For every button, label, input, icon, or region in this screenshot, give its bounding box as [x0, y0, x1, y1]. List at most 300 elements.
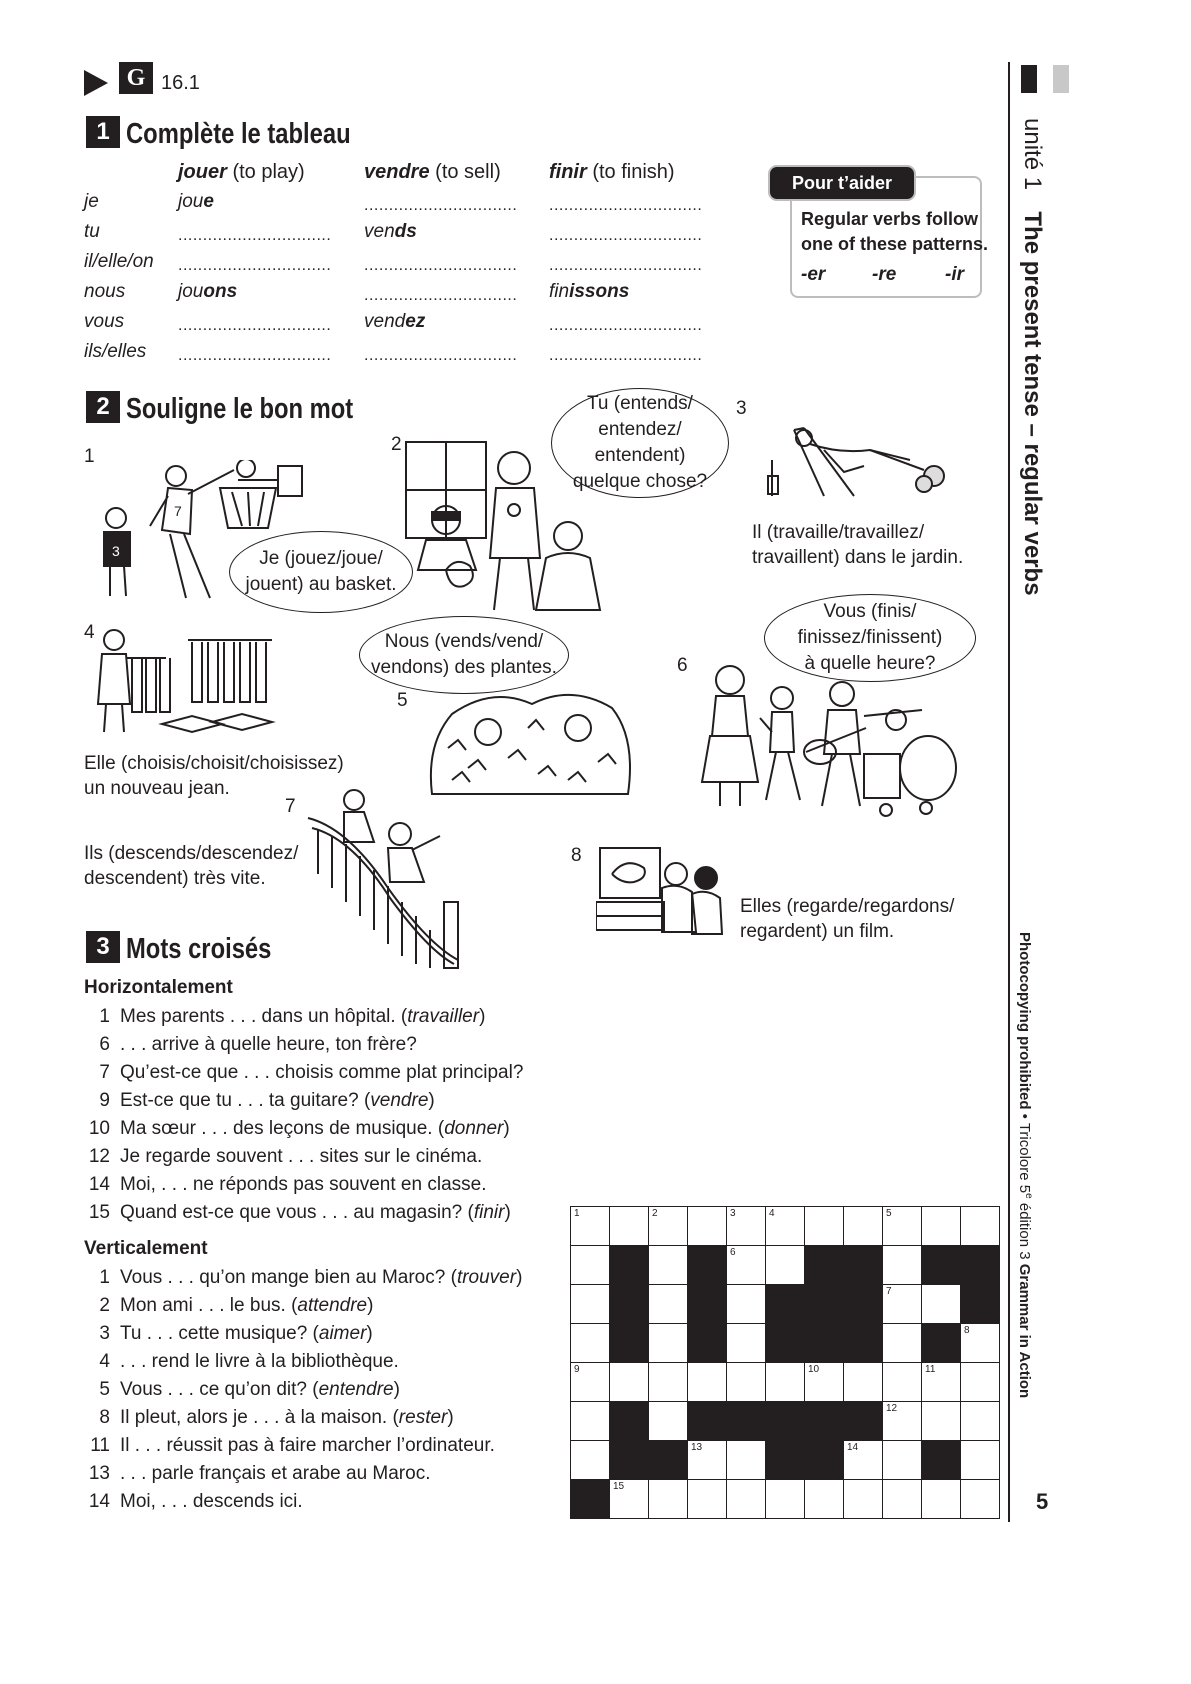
clue-text: [120, 1006, 485, 1028]
unit-heading: [1018, 118, 1046, 596]
clue-hint: donner: [444, 1118, 504, 1139]
clue-body: Qu’est-ce que . . . choisis comme plat principal?: [120, 1062, 524, 1083]
answer-cell[interactable]: [922, 1480, 961, 1519]
answer-cell[interactable]: [961, 1480, 1000, 1519]
answer-cell[interactable]: [844, 1363, 883, 1402]
down-clue: [84, 1323, 544, 1349]
clue-body: . . . arrive à quelle heure, ton frère?: [120, 1034, 417, 1055]
clue-number: 15: [88, 1202, 110, 1223]
table-header-2: [549, 161, 675, 184]
across-clue: [84, 1034, 544, 1060]
clue-close: ): [479, 1006, 486, 1027]
plants-illustration: [428, 688, 634, 798]
picture-3-number: 3: [736, 398, 747, 419]
sidebar-marker-dark: [1021, 65, 1037, 93]
answer-cell[interactable]: [727, 1363, 766, 1402]
picture-8-number: 8: [571, 845, 582, 866]
clue-close: ): [393, 1379, 400, 1400]
section-3-number: 3: [86, 931, 120, 963]
grammar-ref-code: 16.1: [161, 72, 200, 94]
clue-text: [120, 1351, 399, 1373]
cell-number: 10: [808, 1364, 820, 1375]
down-clue: [84, 1295, 544, 1321]
black-cell: [766, 1402, 805, 1441]
table-header-gloss: (to sell): [435, 161, 501, 183]
page-number: 5: [1036, 1489, 1049, 1514]
clue-body: Ma sœur . . . des leçons de musique. (: [120, 1118, 445, 1139]
answer-cell[interactable]: [688, 1207, 727, 1246]
verb-ending: e: [203, 191, 214, 212]
clue-close: ): [428, 1090, 435, 1111]
picture-5-bubble: [359, 616, 569, 694]
answer-blank: ...............................: [178, 317, 332, 334]
down-clue: [84, 1435, 544, 1461]
black-cell: [610, 1285, 649, 1324]
down-clue: [84, 1491, 544, 1517]
clue-hint: travailler: [407, 1006, 480, 1027]
answer-cell[interactable]: [883, 1285, 922, 1324]
answer-blank: ...............................: [364, 197, 518, 214]
clue-close: ): [367, 1295, 374, 1316]
black-cell: [766, 1324, 805, 1363]
answer-cell[interactable]: [727, 1324, 766, 1363]
answer-cell[interactable]: [649, 1402, 688, 1441]
clue-body: Mes parents . . . dans un hôpital. (: [120, 1006, 408, 1027]
answer-cell[interactable]: [961, 1441, 1000, 1480]
picture-4-line-2: un nouveau jean.: [84, 778, 230, 799]
table-header-gloss: (to play): [232, 161, 305, 183]
clue-body: Vous . . . qu’on mange bien au Maroc? (: [120, 1267, 457, 1288]
clue-number: 11: [90, 1435, 110, 1456]
answer-cell[interactable]: [571, 1363, 610, 1402]
cell-number: 5: [886, 1208, 892, 1219]
answer-cell[interactable]: [961, 1207, 1000, 1246]
band-illustration: [696, 660, 962, 818]
across-clue: [84, 1062, 544, 1088]
black-cell: [688, 1324, 727, 1363]
verb-form-cell: [178, 281, 237, 303]
footer-sep: •: [1016, 1109, 1033, 1123]
crossword-grid: [570, 1206, 1000, 1519]
clue-text: [120, 1090, 435, 1112]
help-box-ending-ir: -ir: [945, 264, 964, 285]
clue-body: . . . rend le livre à la bibliothèque.: [120, 1351, 399, 1372]
clue-body: Est-ce que tu . . . ta guitare? (: [120, 1090, 371, 1111]
copyright-footer: [1016, 932, 1034, 1398]
answer-blank: ...............................: [364, 257, 518, 274]
picture-2-line-2: entendez/: [598, 419, 682, 440]
section-1-number: 1: [86, 116, 120, 148]
clue-number: 14: [88, 1491, 110, 1512]
clue-body: Moi, . . . ne réponds pas souvent en classe.: [120, 1174, 487, 1195]
pronoun-cell: je: [84, 191, 99, 212]
answer-cell[interactable]: [571, 1441, 610, 1480]
footer-book: Tricolore 5: [1016, 1122, 1033, 1194]
clue-body: Il pleut, alors je . . . à la maison. (: [120, 1407, 399, 1428]
answer-blank: ...............................: [549, 257, 703, 274]
picture-6-line-1: Vous (finis/: [823, 601, 917, 622]
clue-text: [120, 1323, 373, 1345]
pronoun-cell: tu: [84, 221, 100, 242]
verb-form-cell: [178, 191, 214, 213]
table-header-gloss: (to finish): [592, 161, 675, 183]
cell-number: 8: [964, 1325, 970, 1336]
clue-number: 8: [99, 1407, 110, 1428]
across-heading: Horizontalement: [84, 977, 233, 998]
help-box-ending-er: -er: [801, 264, 826, 285]
play-arrow-icon: [84, 70, 108, 101]
tv-illustration: [596, 844, 728, 944]
section-3-title: Mots croisés: [126, 933, 272, 965]
clue-number: 4: [99, 1351, 110, 1372]
answer-cell[interactable]: [805, 1207, 844, 1246]
footer-bold: Photocopying prohibited: [1016, 932, 1033, 1110]
down-clue: [84, 1267, 544, 1293]
answer-blank: ...............................: [178, 347, 332, 364]
clue-text: [120, 1407, 454, 1429]
pronoun-cell: nous: [84, 281, 126, 302]
help-box-ending-re: -re: [872, 264, 897, 285]
clue-number: 6: [99, 1034, 110, 1055]
answer-cell[interactable]: [688, 1441, 727, 1480]
sidebar-marker-light: [1053, 65, 1069, 93]
picture-1-line-1: Je (jouez/joue/: [259, 548, 383, 569]
clue-number: 13: [88, 1463, 110, 1484]
down-heading: Verticalement: [84, 1238, 208, 1259]
clue-body: Je regarde souvent . . . sites sur le cinéma.: [120, 1146, 483, 1167]
clue-hint: vendre: [370, 1090, 429, 1111]
picture-1-line-2: jouent) au basket.: [245, 574, 397, 595]
section-2-title: Souligne le bon mot: [126, 393, 354, 425]
answer-cell[interactable]: [649, 1285, 688, 1324]
picture-2-line-4: quelque chose?: [572, 471, 708, 492]
cell-number: 3: [730, 1208, 736, 1219]
unit-label: unité 1: [1019, 118, 1046, 191]
answer-cell[interactable]: [922, 1402, 961, 1441]
answer-cell[interactable]: [727, 1480, 766, 1519]
picture-3-line-2: travaillent) dans le jardin.: [752, 547, 964, 568]
table-header-1: [364, 161, 501, 184]
verb-stem: fin: [549, 281, 570, 302]
answer-blank: ...............................: [364, 347, 518, 364]
clue-number: 5: [99, 1379, 110, 1400]
picture-8-line-2: regardent) un film.: [740, 921, 895, 942]
picture-5-line-2: vendons) des plantes.: [371, 657, 557, 678]
cell-number: 6: [730, 1247, 736, 1258]
answer-cell[interactable]: [649, 1363, 688, 1402]
verb-ending: issons: [569, 281, 630, 302]
pronoun-cell: ils/elles: [84, 341, 147, 362]
answer-cell[interactable]: [883, 1207, 922, 1246]
cell-number: 12: [886, 1403, 898, 1414]
picture-1-number: 1: [84, 446, 95, 467]
svg-text:3: 3: [112, 543, 120, 559]
picture-2-number: 2: [391, 434, 402, 455]
cell-number: 15: [613, 1481, 625, 1492]
svg-text:7: 7: [174, 503, 182, 519]
clue-number: 10: [88, 1118, 110, 1139]
answer-cell[interactable]: [922, 1363, 961, 1402]
picture-7-line-2: descendent) très vite.: [84, 868, 266, 889]
picture-6-line-2: finissez/finissent): [797, 627, 943, 648]
table-header-verb: jouer: [178, 161, 227, 183]
clue-text: [120, 1062, 523, 1084]
clue-number: 12: [88, 1146, 110, 1167]
unit-title: The present tense – regular verbs: [1019, 211, 1046, 596]
cell-number: 4: [769, 1208, 775, 1219]
verb-stem: ven: [364, 221, 395, 242]
clue-text: [120, 1463, 431, 1485]
clue-body: Il . . . réussit pas à faire marcher l’ordinateur.: [120, 1435, 495, 1456]
deckchair-illustration: [764, 420, 954, 502]
black-cell: [922, 1324, 961, 1363]
clue-text: [120, 1435, 495, 1457]
answer-cell[interactable]: [844, 1480, 883, 1519]
answer-cell[interactable]: [883, 1441, 922, 1480]
cell-number: 14: [847, 1442, 859, 1453]
answer-cell[interactable]: [649, 1207, 688, 1246]
answer-cell[interactable]: [766, 1363, 805, 1402]
black-cell: [766, 1285, 805, 1324]
black-cell: [688, 1402, 727, 1441]
clue-number: 2: [99, 1295, 110, 1316]
picture-5-line-1: Nous (vends/vend/: [384, 631, 544, 652]
picture-1-bubble: [229, 531, 413, 613]
black-cell: [727, 1402, 766, 1441]
clue-body: Vous . . . ce qu’on dit? (: [120, 1379, 319, 1400]
help-box-title: Pour t’aider: [768, 165, 916, 201]
across-clue: [84, 1090, 544, 1116]
cell-number: 7: [886, 1286, 892, 1297]
answer-cell[interactable]: [571, 1402, 610, 1441]
across-clue: [84, 1174, 544, 1200]
answer-cell[interactable]: [610, 1363, 649, 1402]
verb-form-cell: [364, 221, 417, 243]
black-cell: [805, 1246, 844, 1285]
clue-body: Moi, . . . descends ici.: [120, 1491, 303, 1512]
table-header-0: [178, 161, 305, 184]
answer-blank: ...............................: [364, 287, 518, 304]
footer-sup: e: [1023, 1193, 1034, 1199]
black-cell: [571, 1480, 610, 1519]
clue-text: [120, 1118, 510, 1140]
black-cell: [766, 1441, 805, 1480]
picture-7-line-1: Ils (descends/descendez/: [84, 843, 299, 864]
answer-cell[interactable]: [727, 1285, 766, 1324]
verb-ending: ez: [405, 311, 426, 332]
answer-cell[interactable]: [961, 1402, 1000, 1441]
answer-cell[interactable]: [727, 1246, 766, 1285]
down-clue: [84, 1463, 544, 1489]
clue-body: Mon ami . . . le bus. (: [120, 1295, 298, 1316]
picture-6-number: 6: [677, 655, 688, 676]
cell-number: 11: [925, 1364, 936, 1375]
verb-form-cell: [364, 311, 425, 333]
answer-cell[interactable]: [688, 1480, 727, 1519]
footer-edition: édition 3: [1016, 1198, 1033, 1264]
clue-text: [120, 1379, 400, 1401]
answer-cell[interactable]: [844, 1207, 883, 1246]
black-cell: [805, 1324, 844, 1363]
clue-close: ): [504, 1202, 511, 1223]
sidebar-rule: [1008, 62, 1010, 1522]
across-clue: [84, 1118, 544, 1144]
pronoun-cell: vous: [84, 311, 125, 332]
clue-body: Tu . . . cette musique? (: [120, 1323, 319, 1344]
grammar-ref-badge: G: [119, 62, 153, 94]
down-clue: [84, 1351, 544, 1377]
clue-close: ): [503, 1118, 510, 1139]
clue-number: 7: [99, 1062, 110, 1083]
clue-close: ): [366, 1323, 373, 1344]
clue-text: [120, 1034, 417, 1056]
cell-number: 1: [574, 1208, 580, 1219]
across-clue: [84, 1202, 544, 1228]
answer-cell[interactable]: [571, 1207, 610, 1246]
picture-5-number: 5: [397, 690, 408, 711]
answer-cell[interactable]: [766, 1246, 805, 1285]
black-cell: [805, 1441, 844, 1480]
black-cell: [922, 1441, 961, 1480]
picture-6-line-3: à quelle heure?: [804, 653, 936, 674]
answer-cell[interactable]: [571, 1246, 610, 1285]
answer-blank: ...............................: [549, 197, 703, 214]
table-header-verb: vendre: [364, 161, 430, 183]
picture-2-bubble: [551, 388, 729, 498]
answer-cell[interactable]: [649, 1324, 688, 1363]
picture-7-number: 7: [285, 796, 296, 817]
pronoun-cell: il/elle/on: [84, 251, 154, 272]
verb-stem: jou: [178, 281, 204, 302]
jeans-rack-illustration: [92, 628, 282, 740]
clue-body: Quand est-ce que vous . . . au magasin? (: [120, 1202, 474, 1223]
picture-3-line-1: Il (travaille/travaillez/: [752, 522, 925, 543]
black-cell: [649, 1441, 688, 1480]
banister-illustration: [304, 784, 462, 970]
answer-cell[interactable]: [610, 1480, 649, 1519]
answer-cell[interactable]: [571, 1285, 610, 1324]
verb-ending: ds: [394, 221, 417, 242]
black-cell: [610, 1402, 649, 1441]
black-cell: [805, 1402, 844, 1441]
black-cell: [922, 1246, 961, 1285]
answer-cell[interactable]: [922, 1207, 961, 1246]
black-cell: [610, 1441, 649, 1480]
answer-cell[interactable]: [727, 1207, 766, 1246]
clue-hint: entendre: [318, 1379, 394, 1400]
clue-hint: rester: [398, 1407, 448, 1428]
black-cell: [844, 1402, 883, 1441]
answer-cell[interactable]: [688, 1363, 727, 1402]
picture-2-line-1: Tu (entends/: [587, 393, 693, 414]
clue-number: 1: [99, 1006, 110, 1027]
answer-cell[interactable]: [727, 1441, 766, 1480]
black-cell: [844, 1285, 883, 1324]
answer-cell[interactable]: [883, 1363, 922, 1402]
help-box-line2: one of these patterns.: [801, 234, 989, 254]
answer-cell[interactable]: [610, 1207, 649, 1246]
clue-hint: trouver: [456, 1267, 517, 1288]
answer-cell[interactable]: [805, 1363, 844, 1402]
answer-blank: ...............................: [178, 257, 332, 274]
answer-cell[interactable]: [766, 1207, 805, 1246]
clue-text: [120, 1491, 303, 1513]
section-2-number: 2: [86, 391, 120, 423]
clue-close: ): [447, 1407, 454, 1428]
clue-text: [120, 1295, 373, 1317]
black-cell: [805, 1285, 844, 1324]
answer-cell[interactable]: [649, 1246, 688, 1285]
answer-cell[interactable]: [883, 1246, 922, 1285]
clue-hint: attendre: [297, 1295, 368, 1316]
black-cell: [688, 1246, 727, 1285]
black-cell: [961, 1246, 1000, 1285]
black-cell: [844, 1324, 883, 1363]
clue-text: [120, 1146, 482, 1168]
picture-4-number: 4: [84, 622, 95, 643]
help-box-line1: Regular verbs follow: [801, 209, 979, 229]
black-cell: [961, 1285, 1000, 1324]
answer-blank: ...............................: [549, 317, 703, 334]
across-clue: [84, 1006, 544, 1032]
cell-number: 9: [574, 1364, 580, 1375]
footer-bold2: Grammar in Action: [1016, 1263, 1033, 1399]
verb-stem: jou: [178, 191, 204, 212]
answer-blank: ...............................: [549, 347, 703, 364]
answer-cell[interactable]: [961, 1363, 1000, 1402]
clue-number: 3: [99, 1323, 110, 1344]
clue-number: 9: [99, 1090, 110, 1111]
picture-4-line-1: Elle (choisis/choisit/choisissez): [84, 753, 344, 774]
answer-cell[interactable]: [961, 1324, 1000, 1363]
answer-blank: ...............................: [549, 227, 703, 244]
picture-8-line-1: Elles (regarde/regardons/: [740, 896, 955, 917]
answer-cell[interactable]: [571, 1324, 610, 1363]
section-1-title: Complète le tableau: [126, 118, 351, 150]
cell-number: 2: [652, 1208, 658, 1219]
black-cell: [610, 1324, 649, 1363]
black-cell: [688, 1285, 727, 1324]
answer-cell[interactable]: [922, 1285, 961, 1324]
answer-cell[interactable]: [649, 1480, 688, 1519]
clue-number: 1: [99, 1267, 110, 1288]
clue-text: [120, 1202, 511, 1224]
clue-text: [120, 1267, 522, 1289]
clue-text: [120, 1174, 486, 1196]
clue-close: ): [516, 1267, 523, 1288]
answer-cell[interactable]: [883, 1402, 922, 1441]
answer-cell[interactable]: [883, 1324, 922, 1363]
black-cell: [844, 1246, 883, 1285]
across-clue: [84, 1146, 544, 1172]
clue-hint: finir: [473, 1202, 505, 1223]
answer-blank: ...............................: [178, 227, 332, 244]
clue-hint: aimer: [318, 1323, 367, 1344]
down-clue: [84, 1407, 544, 1433]
answer-cell[interactable]: [766, 1480, 805, 1519]
answer-cell[interactable]: [844, 1441, 883, 1480]
verb-stem: vend: [364, 311, 406, 332]
verb-ending: ons: [203, 281, 238, 302]
verb-form-cell: [549, 281, 629, 303]
picture-2-line-3: entendent): [594, 445, 686, 466]
down-clue: [84, 1379, 544, 1405]
clue-body: . . . parle français et arabe au Maroc.: [120, 1463, 431, 1484]
answer-cell[interactable]: [805, 1480, 844, 1519]
clue-number: 14: [88, 1174, 110, 1195]
cell-number: 13: [691, 1442, 703, 1453]
answer-cell[interactable]: [883, 1480, 922, 1519]
